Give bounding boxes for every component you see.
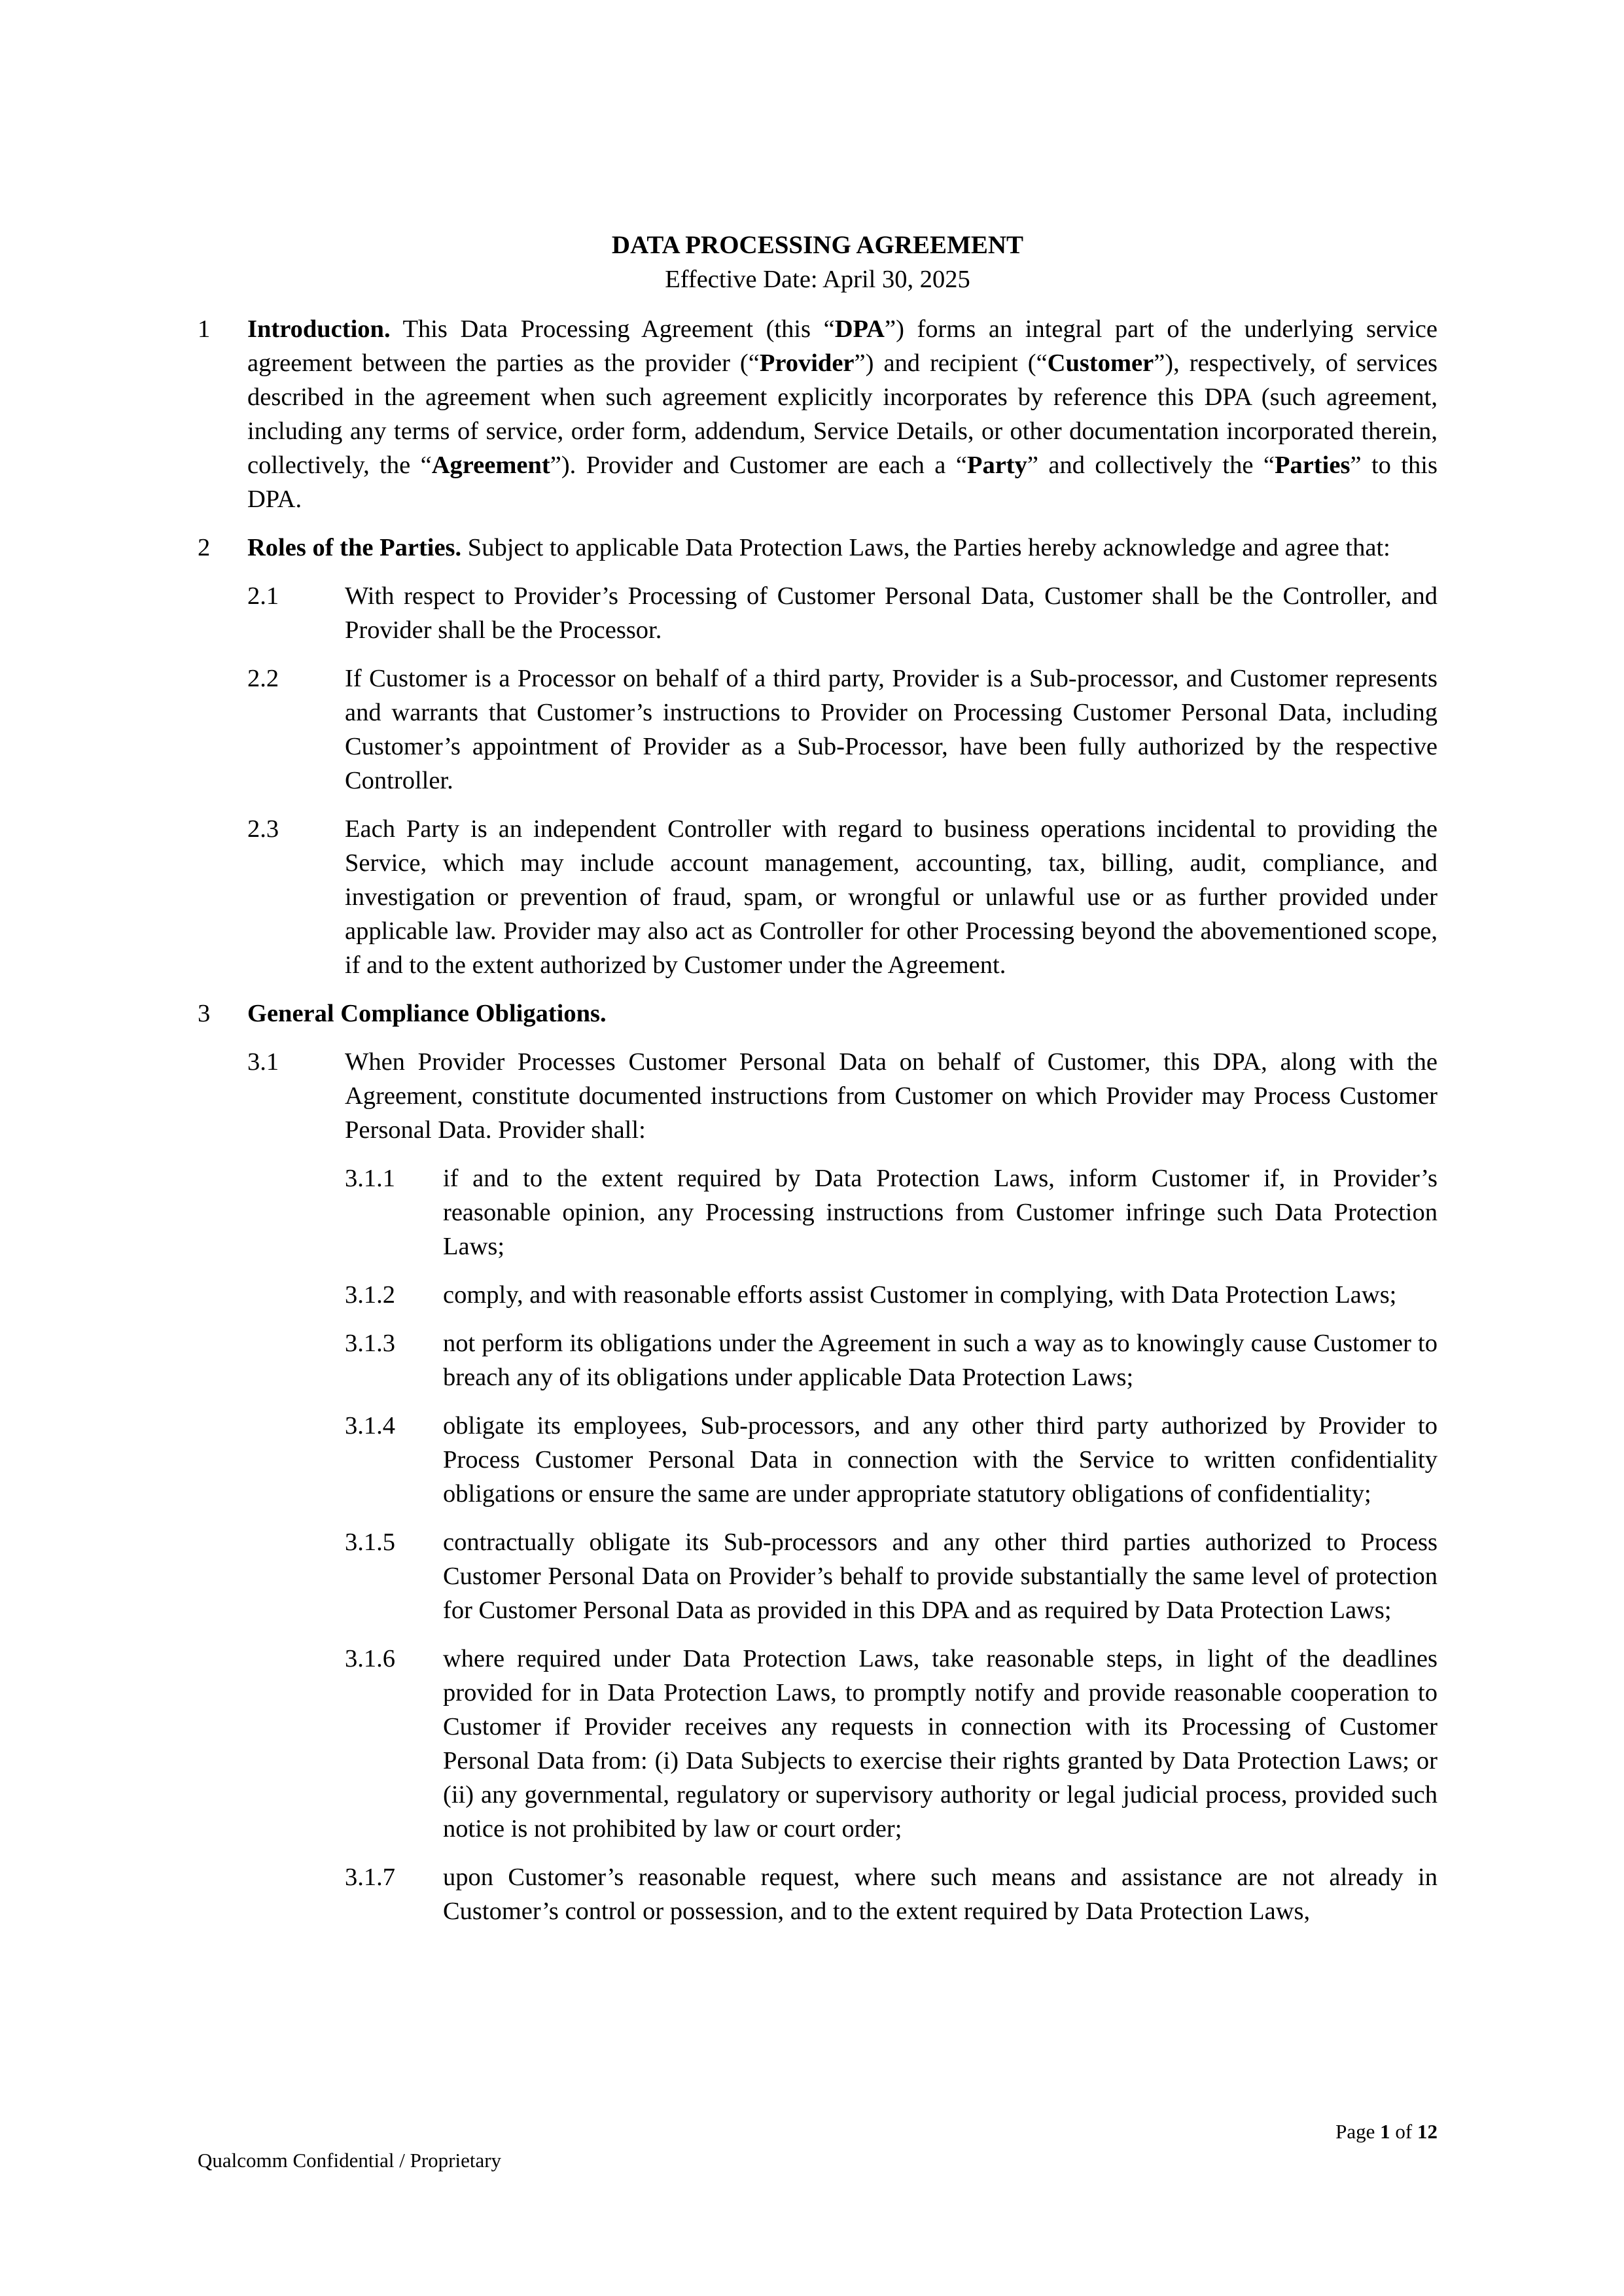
clause-3-1-7 (198, 1860, 1438, 1928)
section-heading: General Compliance Obligations. (247, 1000, 607, 1027)
section-2-text (247, 531, 1438, 565)
clause-text: where required under Data Protection Laws, take reasonable steps, in light of the deadlines provided for in Data Protection Laws, to promptly notify and provide reasonable cooperation to Customer if Provider receives any requests in connection with its Processing of Customer Personal Data from: (i) Data Subjects to exercise their rights granted by Data Protection Laws; or (ii) any governmental, regulatory or supervisory authority or legal judicial process, provided such notice is not prohibited by law or court order; (443, 1645, 1438, 1843)
clause-text: not perform its obligations under the Agreement in such a way as to knowingly cause Customer to breach any of its obligations under applicable Data Protection Laws; (443, 1330, 1438, 1391)
text-run: This Data Processing Agreement (this “ (390, 315, 835, 343)
clause-number: 2.3 (247, 815, 279, 843)
clause-text: contractually obligate its Sub-processors and any other third parties authorized to Process Customer Personal Data on Provider’s behalf to provide substantially the same level of protection for Customer Personal Data as provided in this DPA and as required by Data Protection Laws; (443, 1528, 1438, 1624)
clause-number: 2.2 (247, 665, 279, 692)
defined-term: Parties (1275, 451, 1350, 479)
section-1 (198, 312, 1438, 516)
text-run: ”). Provider and Customer are each a “ (550, 451, 967, 479)
clause-number: 3.1.3 (345, 1330, 395, 1357)
section-1-text (247, 312, 1438, 516)
defined-term: DPA (834, 315, 885, 343)
text-run: ”), respectively, of services described in the agreement when such agreement explicitly incorporates by reference this DPA (such agreement, including any terms of service, order form, addendum, Service Details, or other documentation incorporated therein, collectively, the “ (247, 349, 1438, 479)
defined-term: Party (966, 451, 1027, 479)
clause-number: 3.1.5 (345, 1528, 395, 1556)
clause-2-1 (198, 579, 1438, 647)
section-number: 2 (198, 534, 211, 561)
page-number (1335, 2119, 1438, 2145)
clause-number: 3.1.2 (345, 1281, 395, 1309)
clause-2-3 (198, 812, 1438, 982)
defined-term: Provider (759, 349, 855, 377)
clause-text: Each Party is an independent Controller with regard to business operations incidental to providing the Service, which may include account management, accounting, tax, billing, audit, compliance, and investigation or prevention of fraud, spam, or wrongful or unlawful use or as further provided under applicable law. Provider may also act as Controller for other Processing beyond the abovementioned scope, if and to the extent authorized by Customer under the Agreement. (345, 815, 1438, 979)
clause-number: 3.1.4 (345, 1412, 395, 1439)
clause-number: 3.1.1 (345, 1165, 395, 1192)
clause-text: obligate its employees, Sub-processors, and any other third party authorized by Provider to Process Customer Personal Data in connection with the Service to written confidentiality obligations or ensure the same are under appropriate statutory obligations of confidentiality; (443, 1412, 1438, 1508)
clause-3-1-5 (198, 1525, 1438, 1627)
clause-number: 3.1.6 (345, 1645, 395, 1672)
clause-3-1-1 (198, 1161, 1438, 1263)
section-3-text (247, 997, 1438, 1031)
defined-term: Agreement (431, 451, 550, 479)
clause-text: When Provider Processes Customer Personal Data on behalf of Customer, this DPA, along with the Agreement, constitute documented instructions from Customer on which Provider may Process Customer Personal Data. Provider shall: (345, 1048, 1438, 1144)
clause-3-1-3 (198, 1326, 1438, 1394)
clause-text: upon Customer’s reasonable request, where such means and assistance are not already in Customer’s control or possession, and to the extent required by Data Protection Laws, (443, 1863, 1438, 1925)
document-body (198, 228, 1438, 1928)
clause-text: If Customer is a Processor on behalf of a third party, Provider is a Sub-processor, and Customer represents and warrants that Customer’s instructions to Provider on Processing Customer Personal Data, including Customer’s appointment of Provider as a Sub-Processor, have been fully authorized by the respective Controller. (345, 665, 1438, 794)
text-run: ” to this DPA. (247, 451, 1438, 513)
defined-term: Customer (1047, 349, 1154, 377)
clause-3-1-4 (198, 1409, 1438, 1511)
clause-text: With respect to Provider’s Processing of Customer Personal Data, Customer shall be the Controller, and Provider shall be the Processor. (345, 582, 1438, 644)
text-run: ”) forms an integral part of the underlying service agreement between the parties as the provider (“ (247, 315, 1438, 377)
clause-3-1-2 (198, 1278, 1438, 1312)
section-number: 1 (198, 315, 211, 343)
clause-2-2 (198, 662, 1438, 798)
of-label: of (1390, 2120, 1417, 2143)
clause-number: 3.1.7 (345, 1863, 395, 1891)
clause-3-1 (198, 1045, 1438, 1147)
section-3 (198, 997, 1438, 1031)
page-label: Page (1335, 2120, 1381, 2143)
document-title: DATA PROCESSING AGREEMENT (611, 231, 1024, 259)
effective-date: Effective Date: April 30, 2025 (665, 266, 970, 293)
text-run: ” and collectively the “ (1027, 451, 1275, 479)
section-heading: Roles of the Parties. (247, 534, 462, 561)
total-pages: 12 (1417, 2120, 1438, 2143)
clause-3-1-6 (198, 1642, 1438, 1846)
clause-number: 2.1 (247, 582, 279, 610)
text-run: ”) and recipient (“ (854, 349, 1048, 377)
text-run: Subject to applicable Data Protection Laws, the Parties hereby acknowledge and agree that: (461, 534, 1390, 561)
clause-number: 3.1 (247, 1048, 279, 1076)
clause-text: if and to the extent required by Data Protection Laws, inform Customer if, in Provider’s reasonable opinion, any Processing instructions from Customer infringe such Data Protection Laws; (443, 1165, 1438, 1260)
confidentiality-notice: Qualcomm Confidential / Proprietary (198, 2149, 502, 2172)
clause-text: comply, and with reasonable efforts assist Customer in complying, with Data Protection Laws; (443, 1281, 1397, 1309)
current-page: 1 (1380, 2120, 1390, 2143)
section-2 (198, 531, 1438, 565)
section-number: 3 (198, 1000, 211, 1027)
section-heading: Introduction. (247, 315, 391, 343)
